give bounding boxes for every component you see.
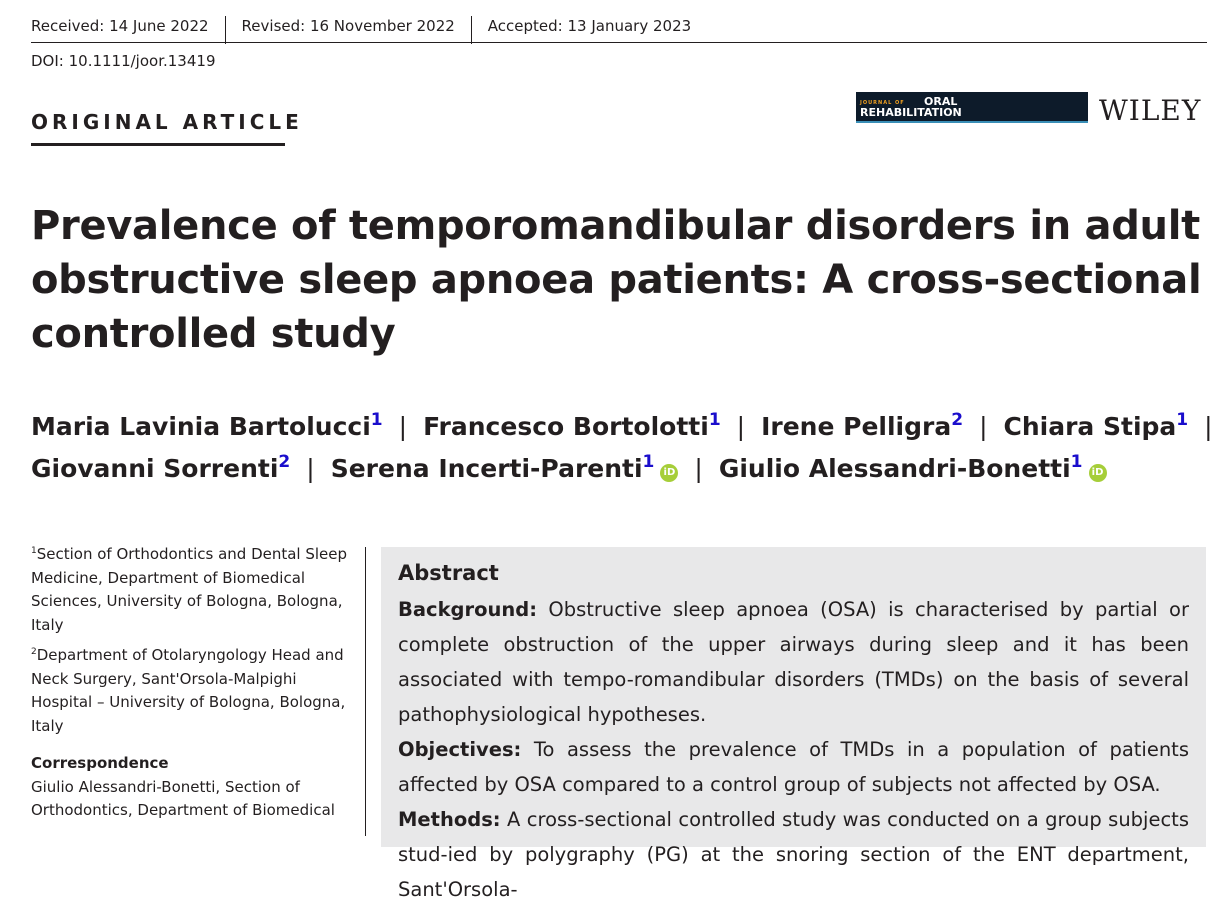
methods-label: Methods: — [398, 808, 501, 831]
author-name: Maria Lavinia Bartolucci — [31, 412, 371, 441]
journal-logo[interactable] — [856, 92, 1088, 123]
affiliation-text: Section of Orthodontics and Dental Sleep Medicine, Department of Biomedical Sciences, University of Bologna, Bologna, Italy — [31, 545, 348, 634]
doi-link[interactable]: DOI: 10.1111/joor.13419 — [31, 52, 216, 70]
article-dates — [31, 16, 707, 44]
affiliation-ref[interactable]: 1 — [1070, 452, 1083, 472]
accepted-date: Accepted: 13 January 2023 — [471, 16, 707, 44]
orcid-icon[interactable]: iD — [1089, 464, 1107, 482]
affiliations-column — [31, 543, 351, 830]
author-separator: | — [398, 412, 408, 441]
correspondence-text: Giulio Alessandri-Bonetti, Section of Orthodontics, Department of Biomedical — [31, 777, 335, 819]
correspondence-heading: Correspondence — [31, 754, 169, 772]
abstract-heading: Abstract — [398, 561, 499, 585]
article-type-underline — [31, 143, 285, 146]
affiliation — [31, 543, 351, 637]
affiliation-ref[interactable]: 2 — [951, 410, 964, 430]
author[interactable] — [31, 454, 290, 483]
article-type-label: ORIGINAL ARTICLE — [31, 110, 303, 134]
affiliation-ref[interactable]: 1 — [642, 452, 655, 472]
author[interactable] — [719, 454, 1107, 483]
author-separator: | — [736, 412, 746, 441]
affiliation-ref[interactable]: 1 — [1176, 410, 1189, 430]
abstract-box — [381, 547, 1206, 901]
author-name: Chiara Stipa — [1003, 412, 1177, 441]
affiliation-ref[interactable]: 1 — [370, 410, 383, 430]
author-separator: | — [1204, 412, 1213, 441]
affiliation-ref[interactable]: 2 — [278, 452, 291, 472]
article-title: Prevalence of temporomandibular disorders in adult obstructive sleep apnoea patients: A cross-sectional controlled study — [31, 203, 1202, 357]
author-name: Giovanni Sorrenti — [31, 454, 279, 483]
author[interactable] — [761, 412, 963, 441]
affiliation — [31, 644, 351, 738]
author-name: Francesco Bortolotti — [423, 412, 709, 441]
author-separator: | — [694, 454, 703, 483]
affiliation-text: Department of Otolaryngology Head and Neck Surgery, Sant'Orsola-Malpighi Hospital – University of Bologna, Bologna, Italy — [31, 646, 346, 735]
publisher-logo[interactable]: WILEY — [1099, 94, 1202, 127]
abstract-objectives — [398, 732, 1189, 802]
author-name: Giulio Alessandri-Bonetti — [718, 454, 1071, 483]
background-text: Obstructive sleep apnoea (OSA) is characterised by partial or complete obstruction of the upper airways during sleep and it has been associated with tempo-romandibular disorders (TMDs) on the basis of several pathophysiological hypotheses. — [398, 598, 1189, 726]
journal-logo-small-text: JOURNAL OF — [860, 100, 905, 106]
abstract-methods — [398, 802, 1189, 907]
received-date: Received: 14 June 2022 — [31, 17, 209, 35]
objectives-label: Objectives: — [398, 738, 522, 761]
header-rule — [31, 42, 1207, 43]
affiliation-number: 1 — [31, 546, 37, 556]
affiliation-number: 2 — [31, 647, 37, 657]
author-name: Serena Incerti-Parenti — [330, 454, 643, 483]
author-separator: | — [979, 412, 988, 441]
orcid-icon[interactable]: iD — [660, 464, 678, 482]
author[interactable] — [31, 412, 383, 441]
background-label: Background: — [398, 598, 538, 621]
journal-logo-rehab-text: REHABILITATION — [860, 106, 962, 119]
objectives-text: To assess the prevalence of TMDs in a population of patients affected by OSA compared to a control group of subjects not affected by OSA. — [398, 738, 1189, 796]
abstract-background — [398, 592, 1189, 732]
journal-logo-oral-text: ORAL — [924, 95, 958, 108]
methods-text: A cross-sectional controlled study was conducted on a group subjects stud-ied by polygraphy (PG) at the snoring section of the ENT department, Sant'Orsola- — [398, 808, 1189, 901]
column-divider — [365, 547, 366, 836]
author[interactable] — [423, 412, 721, 441]
author-separator: | — [306, 454, 315, 483]
author-name: Irene Pelligra — [761, 412, 952, 441]
affiliation-ref[interactable]: 1 — [708, 410, 721, 430]
author-list — [31, 406, 1211, 490]
revised-date: Revised: 16 November 2022 — [225, 16, 471, 44]
author[interactable] — [1004, 412, 1189, 441]
author[interactable] — [331, 454, 679, 483]
